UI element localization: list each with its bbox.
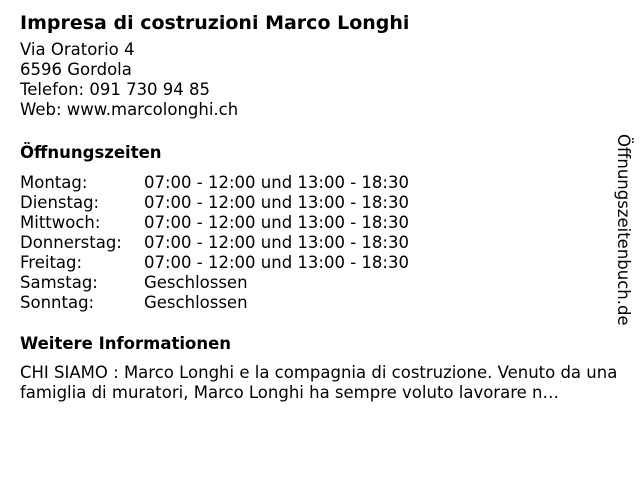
more-info-heading: Weitere Informationen <box>20 334 232 353</box>
city-address: 6596 Gordola <box>20 60 132 79</box>
hours-value: Geschlossen <box>144 273 248 292</box>
address-block <box>20 40 620 120</box>
hours-value: 07:00 - 12:00 und 13:00 - 18:30 <box>144 173 409 192</box>
day-label: Sonntag: <box>20 293 95 312</box>
hours-row-tuesday <box>20 193 620 213</box>
business-card <box>20 9 620 403</box>
opening-hours-heading: Öffnungszeiten <box>20 143 162 162</box>
day-label: Dienstag: <box>20 193 100 212</box>
day-label: Freitag: <box>20 253 83 272</box>
hours-row-thursday <box>20 233 620 253</box>
brand-watermark: Öffnungszeitenbuch.de <box>614 134 633 326</box>
day-label: Montag: <box>20 173 88 192</box>
phone-number: Telefon: 091 730 94 85 <box>20 80 211 99</box>
hours-value: Geschlossen <box>144 293 248 312</box>
street-address: Via Oratorio 4 <box>20 40 135 59</box>
hours-value: 07:00 - 12:00 und 13:00 - 18:30 <box>144 253 409 272</box>
hours-value: 07:00 - 12:00 und 13:00 - 18:30 <box>144 233 409 252</box>
opening-hours-list <box>20 173 620 313</box>
hours-row-friday <box>20 253 620 273</box>
day-label: Donnerstag: <box>20 233 122 252</box>
day-label: Mittwoch: <box>20 213 101 232</box>
more-info-text: CHI SIAMO : Marco Longhi e la compagnia di costruzione. Venuto da una famiglia di muratori, Marco Longhi ha sempre voluto lavorare n… <box>20 363 618 402</box>
hours-row-sunday <box>20 293 620 313</box>
day-label: Samstag: <box>20 273 98 292</box>
hours-row-saturday <box>20 273 620 293</box>
hours-value: 07:00 - 12:00 und 13:00 - 18:30 <box>144 193 409 212</box>
hours-value: 07:00 - 12:00 und 13:00 - 18:30 <box>144 213 409 232</box>
business-name: Impresa di costruzioni Marco Longhi <box>20 12 410 34</box>
hours-row-wednesday <box>20 213 620 233</box>
website: Web: www.marcolonghi.ch <box>20 100 239 119</box>
hours-row-monday <box>20 173 620 193</box>
